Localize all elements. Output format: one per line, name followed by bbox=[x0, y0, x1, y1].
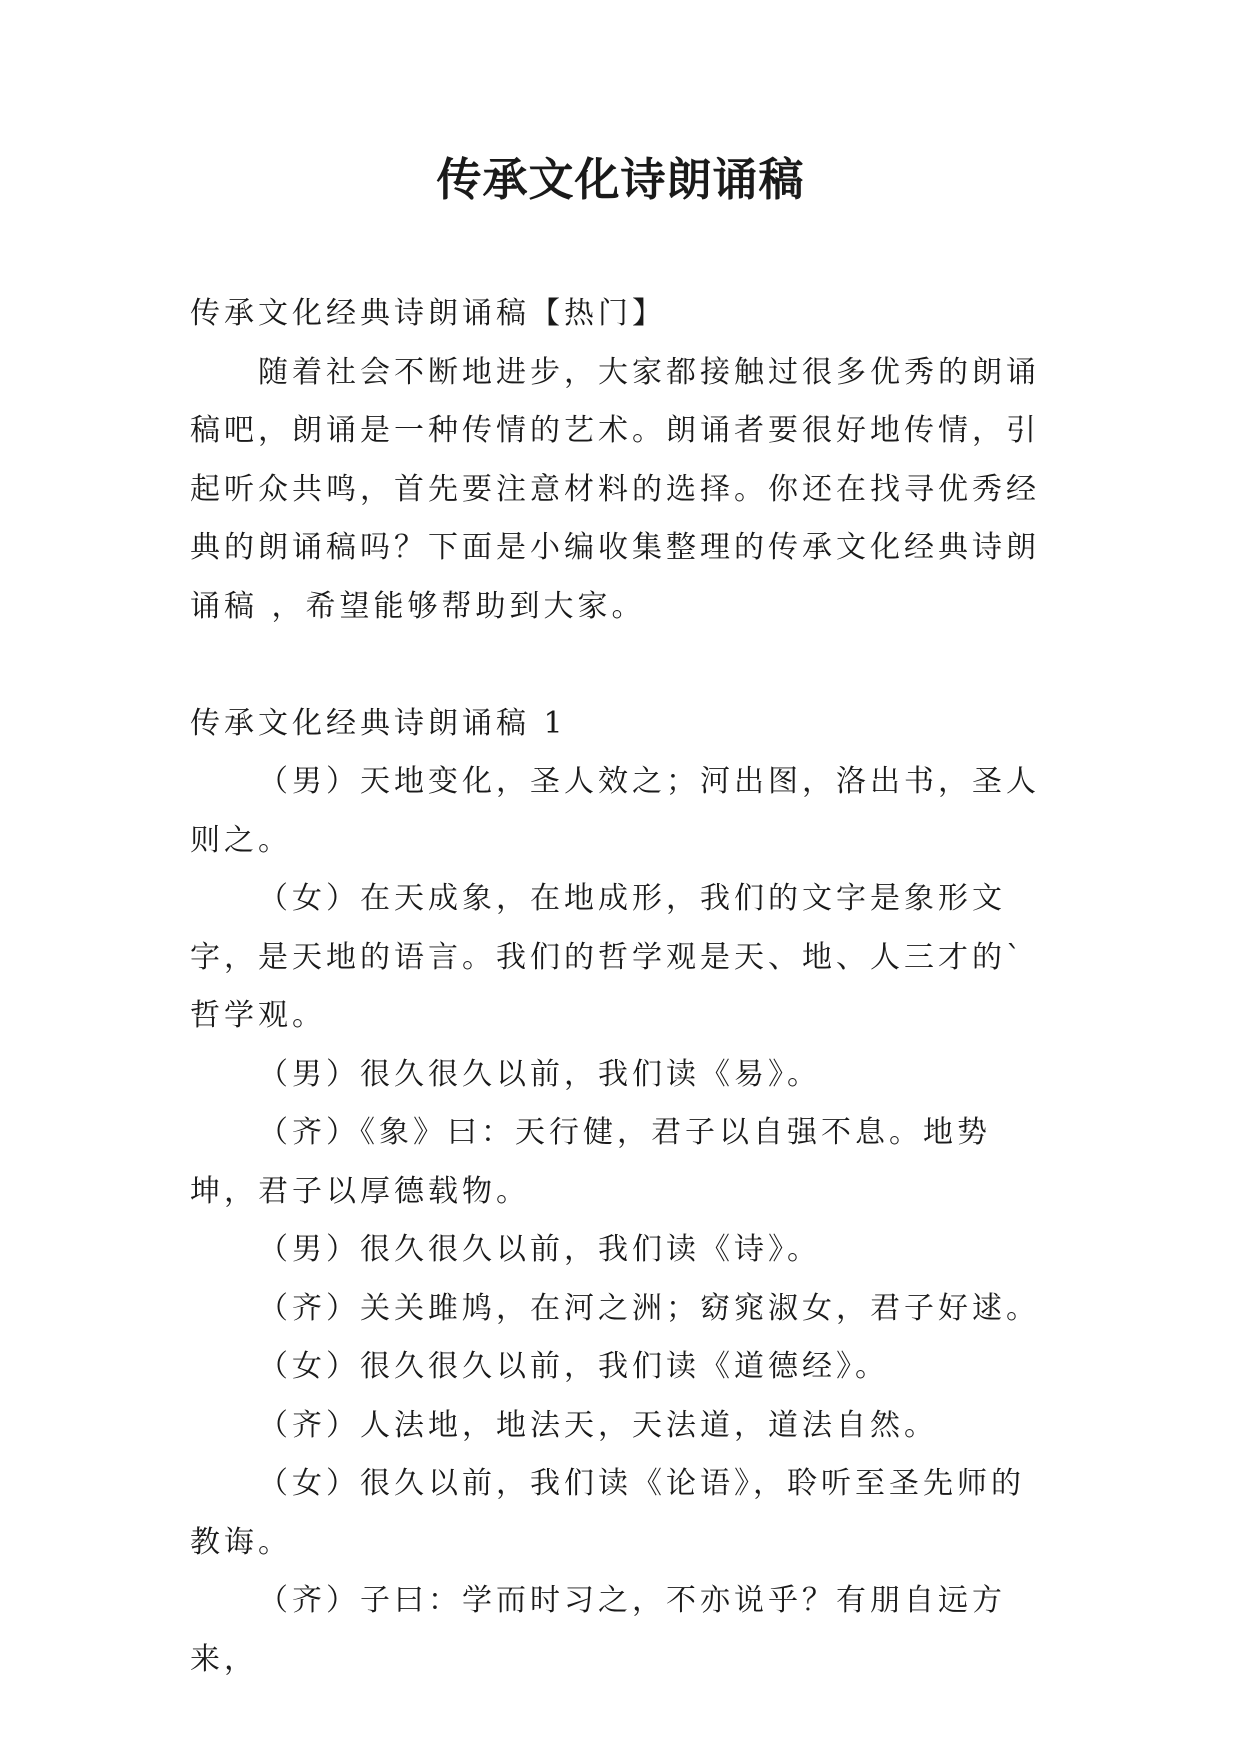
poem-line: （女）很久以前，我们读《论语》，聆听至圣先师的教诲。 bbox=[190, 1466, 1025, 1560]
document-body bbox=[190, 285, 1050, 1689]
document-title: 传承文化诗朗诵稿 bbox=[436, 153, 805, 206]
poem-line: （齐）子曰：学而时习之，不亦说乎？有朋自远方来， bbox=[190, 1583, 1006, 1677]
poem-line: （女）很久很久以前，我们读《道德经》。 bbox=[258, 1349, 889, 1384]
poem-line: （齐）关关雎鸠，在河之洲；窈窕淑女，君子好逑。 bbox=[258, 1290, 1040, 1326]
paragraph-gap bbox=[190, 636, 1050, 695]
intro-heading: 传承文化经典诗朗诵稿【热门】 bbox=[190, 296, 666, 331]
poem-line: （男）天地变化，圣人效之；河出图，洛出书，圣人则之。 bbox=[190, 764, 1040, 858]
poem-line: （男）很久很久以前，我们读《诗》。 bbox=[258, 1232, 821, 1267]
intro-paragraph: 随着社会不断地进步，大家都接触过很多优秀的朗诵稿吧，朗诵是一种传情的艺术。朗诵者要很好地传情，引起听众共鸣，首先要注意材料的选择。你还在找寻优秀经典的朗诵稿吗？下面是小编收集整理的传承文化经典诗朗诵稿 ，希望能够帮助到大家。 bbox=[190, 354, 1040, 624]
poem-line: （齐）人法地，地法天，天法道，道法自然。 bbox=[258, 1407, 938, 1443]
poem-line: （齐）《象》曰：天行健，君子以自强不息。地势坤，君子以厚德载物。 bbox=[190, 1115, 991, 1209]
poem-line: （男）很久很久以前，我们读《易》。 bbox=[258, 1056, 821, 1092]
poem-line: （女）在天成象，在地成形，我们的文字是象形文字，是天地的语言。我们的哲学观是天、地、人三才的`哲学观。 bbox=[190, 881, 1025, 1033]
section-heading: 传承文化经典诗朗诵稿 1 bbox=[190, 705, 567, 741]
